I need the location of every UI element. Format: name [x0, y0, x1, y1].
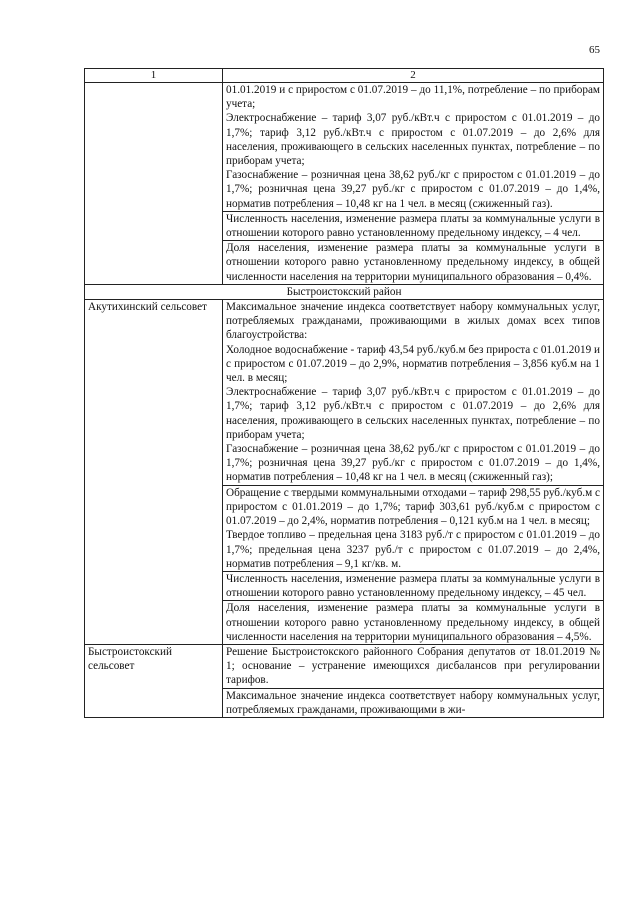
section-title: Быстроистокский район [85, 284, 604, 299]
municipality-cell [85, 83, 223, 285]
paragraph: Обращение с твердыми коммунальными отходами – тариф 298,55 руб./куб.м с приростом с 01.01.2019 – до 1,7%; тариф 303,61 руб./куб.м с приростом с 01.07.2019 – до 2,4%, норматив потребления – 0,121 куб.м на 1 чел. в месяц; [226, 486, 600, 528]
column-header-2: 2 [223, 69, 604, 83]
table-header-row [85, 69, 604, 83]
paragraph: Доля населения, изменение размера платы за коммунальные услуги в отношении которого равно установленному предельному индексу, в общей численности населения на территории муниципального образования – 0,4%. [226, 242, 600, 283]
paragraph: Электроснабжение – тариф 3,07 руб./кВт.ч с приростом с 01.01.2019 – до 1,7%; тариф 3,12 руб./кВт.ч с приростом с 01.07.2019 – до 2,6% для населения, проживающего в сельских населенных пунктах, потребление – по приборам учета; [226, 386, 600, 441]
description-cell [223, 644, 604, 717]
paragraph: Максимальное значение индекса соответствует набору коммунальных услуг, потребляемых гражданами, проживающими в жилых домах всех типов благоустройства: [226, 301, 600, 342]
paragraph: Численность населения, изменение размера платы за коммунальные услуги в отношении которого равно установленному предельному индексу, – 4 чел. [226, 212, 600, 240]
description-cell [223, 83, 604, 285]
page-number: 65 [589, 44, 600, 56]
section-row [85, 284, 604, 299]
paragraph: Решение Быстроистокского районного Собрания депутатов от 18.01.2019 № 1; основание – устранение имеющихся дисбалансов при регулировании тарифов. [226, 645, 600, 687]
municipality-name: Быстроистокский сельсовет [85, 644, 223, 717]
paragraph: Максимальное значение индекса соответствует набору коммунальных услуг, потребляемых гражданами, проживающими в жи- [226, 689, 600, 716]
description-cell [223, 300, 604, 645]
table-row-continued [85, 83, 604, 285]
table-row-bystroistok [85, 644, 604, 717]
paragraph: Холодное водоснабжение - тариф 43,54 руб./куб.м без прироста с 01.01.2019 и с приростом с 01.07.2019 – до 2,9%, норматив потребления – 3,856 куб.м на 1 чел. в месяц; [226, 343, 600, 385]
paragraph: 01.01.2019 и с приростом с 01.07.2019 – до 11,1%, потребление – по приборам учета; [226, 84, 600, 111]
paragraph: Твердое топливо – предельная цена 3183 руб./т с приростом с 01.01.2019 – до 1,7%; предельная цена 3237 руб./т с приростом с 01.07.2019 – до 2,4%, норматив потребления – 9,1 кг/кв. м. [226, 529, 600, 570]
paragraph: Газоснабжение – розничная цена 38,62 руб./кг с приростом с 01.01.2019 – до 1,7%; розничная цена 39,27 руб./кг с приростом с 01.07.2019 – до 1,4%, норматив потребления – 10,48 кг на 1 чел. в месяц (сжиженный газ); [226, 443, 600, 484]
municipality-name: Акутихинский сельсовет [85, 300, 223, 645]
paragraph: Электроснабжение – тариф 3,07 руб./кВт.ч с приростом с 01.01.2019 – до 1,7%; тариф 3,12 руб./кВт.ч с приростом с 01.07.2019 – до 2,6% для населения, проживающего в сельских населенных пунктах, потребление – по приборам учета; [226, 112, 600, 168]
paragraph: Доля населения, изменение размера платы за коммунальные услуги в отношении которого равно установленному предельному индексу, в общей численности населения на территории муниципального образования – 4,5%. [226, 602, 600, 643]
table-row-akutikha [85, 300, 604, 645]
tariff-table [84, 68, 604, 718]
paragraph: Газоснабжение – розничная цена 38,62 руб./кг с приростом с 01.01.2019 – до 1,7%; розничная цена 39,27 руб./кг с приростом с 01.07.2019 – до 1,4%, норматив потребления – 10,48 кг на 1 чел. в месяц (сжиженный газ). [226, 169, 600, 210]
column-header-1: 1 [85, 69, 223, 83]
paragraph: Численность населения, изменение размера платы за коммунальные услуги в отношении которого равно установленному предельному индексу, – 45 чел. [226, 572, 600, 600]
